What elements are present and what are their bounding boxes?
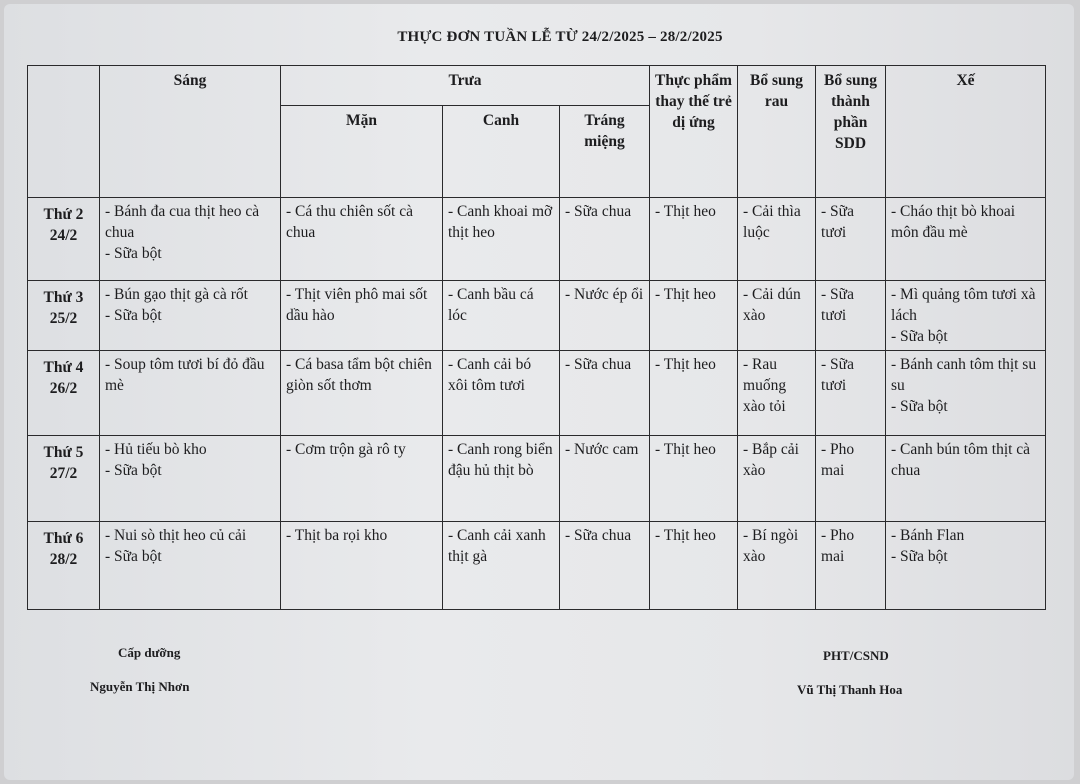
- cell-man: [281, 436, 443, 522]
- menu-item: - Sữa bột: [105, 306, 162, 324]
- day-name: Thứ 5: [43, 444, 84, 462]
- day-date: 28/2: [49, 551, 78, 569]
- cell-canh: [443, 522, 560, 610]
- cell-canh: [443, 280, 560, 351]
- cell-bo-sung-sdd: [816, 436, 886, 522]
- menu-item: - Pho mai: [821, 527, 855, 566]
- menu-item: - Canh bún tôm thịt cà chua: [891, 441, 1031, 480]
- day-name: Thứ 2: [43, 206, 84, 223]
- header-day-corner: [28, 66, 100, 198]
- day-date: 27/2: [49, 465, 78, 483]
- menu-item: - Soup tôm tươi bí đỏ đầu mè: [105, 356, 265, 395]
- menu-item: - Canh bầu cá lóc: [448, 285, 534, 324]
- cell-canh: [443, 436, 560, 522]
- day-cell: [28, 280, 100, 351]
- menu-item: - Canh cải bó xôi tôm tươi: [448, 356, 532, 395]
- cell-sang: [100, 522, 281, 610]
- menu-item: - Nước ép ổi: [565, 285, 644, 303]
- day-date: 25/2: [49, 309, 78, 327]
- menu-item: - Sữa bột: [105, 462, 162, 480]
- day-cell: [28, 522, 100, 610]
- header-trang-mieng: Tráng miệng: [560, 106, 650, 198]
- day-cell: [28, 351, 100, 436]
- cell-bo-sung-rau: [738, 522, 816, 610]
- day-date: 24/2: [49, 227, 78, 244]
- cell-xe: [886, 198, 1046, 281]
- day-date: 26/2: [49, 380, 78, 398]
- menu-item: - Pho mai: [821, 441, 855, 480]
- menu-item: - Sữa chua: [565, 527, 632, 545]
- header-canh: Canh: [443, 106, 560, 198]
- menu-item: - Nui sò thịt heo củ cải: [105, 527, 247, 545]
- cell-canh: [443, 198, 560, 281]
- menu-item: - Thịt heo: [655, 441, 716, 459]
- cell-thay-the: [650, 436, 738, 522]
- menu-item: - Thịt heo: [655, 203, 716, 220]
- cell-trang-mieng: [560, 522, 650, 610]
- menu-item: - Rau muống xào tỏi: [743, 356, 787, 416]
- table-row: [28, 351, 1046, 436]
- cell-thay-the: [650, 280, 738, 351]
- day-name: Thứ 6: [43, 530, 84, 548]
- menu-item: - Sữa bột: [891, 398, 948, 416]
- cell-bo-sung-sdd: [816, 351, 886, 436]
- header-bo-sung-sdd: Bổ sung thành phần SDD: [816, 66, 886, 198]
- menu-item: - Cá thu chiên sốt cà chua: [286, 203, 413, 241]
- cell-sang: [100, 280, 281, 351]
- cell-xe: [886, 436, 1046, 522]
- menu-item: - Sữa bột: [105, 548, 162, 566]
- table-row: [28, 522, 1046, 610]
- menu-item: - Thịt heo: [655, 527, 716, 545]
- header-xe: Xế: [886, 66, 1046, 198]
- cell-canh: [443, 351, 560, 436]
- cell-xe: [886, 280, 1046, 351]
- menu-item: - Cơm trộn gà rô ty: [286, 441, 406, 459]
- header-trua: Trưa: [281, 66, 650, 106]
- cell-thay-the: [650, 198, 738, 281]
- menu-item: - Mì quảng tôm tươi xà lách: [891, 285, 1036, 324]
- signature-left-role: Cấp dưỡng: [118, 645, 181, 660]
- menu-item: - Thịt viên phô mai sốt dầu hào: [286, 285, 428, 324]
- cell-sang: [100, 351, 281, 436]
- cell-bo-sung-sdd: [816, 280, 886, 351]
- menu-item: - Sữa chua: [565, 356, 632, 374]
- cell-xe: [886, 522, 1046, 610]
- cell-trang-mieng: [560, 198, 650, 281]
- cell-bo-sung-sdd: [816, 198, 886, 281]
- signature-right-name: Vũ Thị Thanh Hoa: [797, 682, 903, 697]
- menu-item: - Bắp cải xào: [743, 441, 799, 480]
- cell-trang-mieng: [560, 351, 650, 436]
- menu-item: - Cháo thịt bò khoai môn đầu mè: [891, 203, 1016, 241]
- cell-bo-sung-rau: [738, 198, 816, 281]
- cell-man: [281, 198, 443, 281]
- menu-item: - Sữa tươi: [821, 285, 854, 324]
- signature-left-name: Nguyễn Thị Nhơn: [90, 679, 190, 694]
- menu-item: - Thịt heo: [655, 356, 716, 374]
- cell-thay-the: [650, 351, 738, 436]
- menu-item: - Sữa bột: [105, 245, 162, 262]
- menu-item: - Cải thìa luộc: [743, 203, 801, 241]
- day-cell: [28, 198, 100, 281]
- menu-item: - Sữa bột: [891, 548, 948, 566]
- cell-xe: [886, 351, 1046, 436]
- cell-bo-sung-rau: [738, 280, 816, 351]
- menu-item: - Sữa tươi: [821, 203, 854, 241]
- cell-sang: [100, 198, 281, 281]
- menu-item: - Canh cải xanh thịt gà: [448, 527, 546, 566]
- cell-bo-sung-rau: [738, 351, 816, 436]
- cell-bo-sung-sdd: [816, 522, 886, 610]
- cell-man: [281, 522, 443, 610]
- menu-item: - Bánh canh tôm thịt su su: [891, 356, 1037, 395]
- cell-man: [281, 280, 443, 351]
- page-title: THỰC ĐƠN TUẦN LỄ TỪ 24/2/2025 – 28/2/2025: [397, 29, 723, 45]
- menu-body: [28, 198, 1046, 610]
- table-row: [28, 198, 1046, 281]
- menu-item: - Bánh đa cua thịt heo cà chua: [105, 203, 260, 241]
- weekly-menu-table: [27, 65, 1046, 610]
- menu-item: - Sữa bột: [891, 327, 948, 345]
- cell-trang-mieng: [560, 436, 650, 522]
- menu-item: - Bánh Flan: [891, 527, 965, 545]
- menu-item: - Nước cam: [565, 441, 639, 459]
- menu-item: - Canh khoai mỡ thịt heo: [448, 203, 553, 241]
- menu-item: - Bí ngòi xào: [743, 527, 799, 566]
- menu-item: - Thịt ba rọi kho: [286, 527, 388, 545]
- signature-right-role: PHT/CSND: [823, 648, 889, 663]
- header-bo-sung-rau: Bổ sung rau: [738, 66, 816, 198]
- menu-item: - Cải dún xào: [743, 285, 801, 324]
- menu-item: - Sữa tươi: [821, 356, 854, 395]
- cell-sang: [100, 436, 281, 522]
- cell-thay-the: [650, 522, 738, 610]
- menu-item: - Sữa chua: [565, 203, 632, 220]
- day-name: Thứ 3: [43, 288, 84, 306]
- menu-item: - Hủ tiếu bò kho: [105, 441, 207, 459]
- day-cell: [28, 436, 100, 522]
- table-row: [28, 280, 1046, 351]
- cell-man: [281, 351, 443, 436]
- menu-item: - Canh rong biển đậu hủ thịt bò: [448, 441, 553, 480]
- menu-item: - Bún gạo thịt gà cà rốt: [105, 285, 248, 303]
- header-thay-the: Thực phẩm thay thế trẻ dị ứng: [650, 66, 738, 198]
- header-man: Mặn: [281, 106, 443, 198]
- menu-item: - Thịt heo: [655, 285, 716, 303]
- table-row: [28, 436, 1046, 522]
- day-name: Thứ 4: [43, 359, 84, 377]
- menu-item: - Cá basa tẩm bột chiên giòn sốt thơm: [286, 356, 432, 395]
- cell-bo-sung-rau: [738, 436, 816, 522]
- header-sang: Sáng: [100, 66, 281, 198]
- cell-trang-mieng: [560, 280, 650, 351]
